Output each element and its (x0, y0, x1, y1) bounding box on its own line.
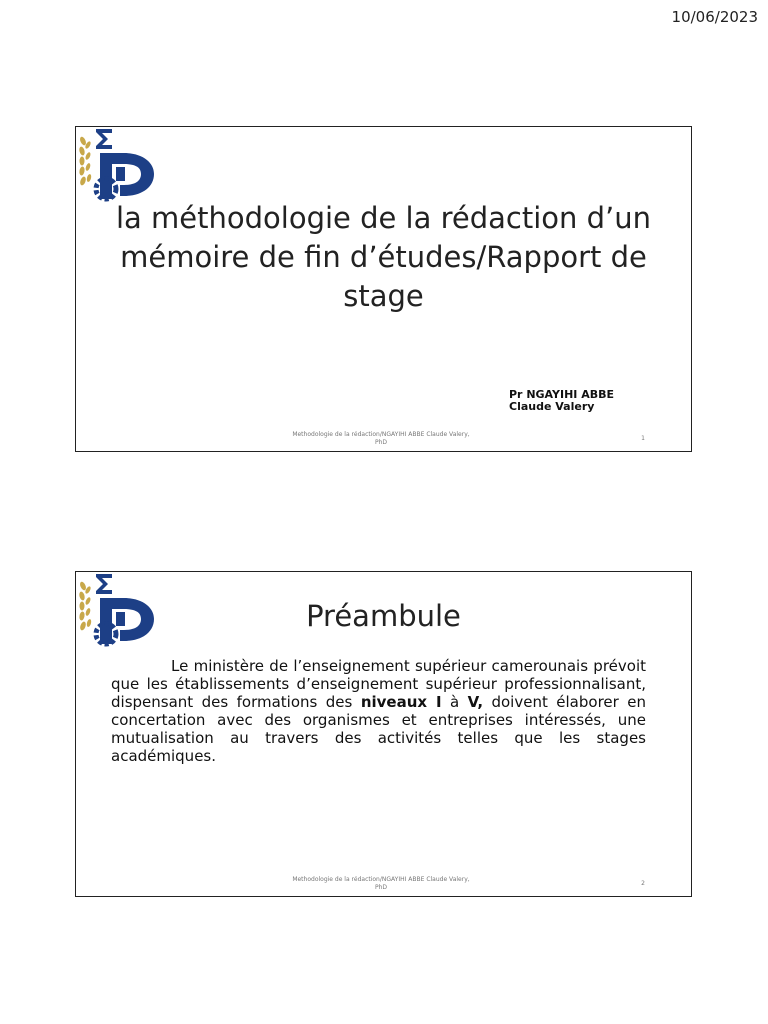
body-text-part1: Le ministère de l’enseignement supérieur camerounais prévoit que les établissements d’enseignement supérieur professionnalisant, dispensant des formations des (111, 657, 646, 711)
footer-line2: PhD (374, 884, 388, 891)
slide-title: la méthodologie de la rédaction d’un mémoire de fin d’études/Rapport de stage (115, 201, 652, 313)
slide-number: 2 (641, 880, 645, 887)
body-text-bold1: niveaux I (360, 693, 442, 711)
slide-number: 1 (641, 435, 645, 442)
footer-line2: PhD (374, 439, 388, 446)
slide-2 (75, 571, 692, 897)
slide-title: Préambule (306, 599, 461, 633)
author (509, 389, 614, 413)
author-name-line1: Pr NGAYIHI ABBE (509, 388, 614, 401)
slide-footer (281, 876, 481, 892)
author-name-line2: Claude Valery (509, 400, 595, 413)
footer-line1: Methodologie de la rédaction/NGAYIHI ABBE Claude Valery, (292, 876, 470, 883)
footer-line1: Methodologie de la rédaction/NGAYIHI ABBE Claude Valery, (292, 431, 470, 438)
print-date: 10/06/2023 (671, 8, 758, 26)
slide-1 (75, 126, 692, 452)
institution-logo-icon (78, 127, 158, 205)
slide-footer (281, 431, 481, 447)
body-text-part2: à (441, 693, 468, 711)
body-text-part3: doivent élaborer en concertation avec des organismes et entreprises intéressés, une mutualisation au travers des activités telles que les stages académiques. (111, 693, 646, 765)
body-text-bold2: V, (467, 693, 484, 711)
slide-body-text (111, 657, 646, 765)
